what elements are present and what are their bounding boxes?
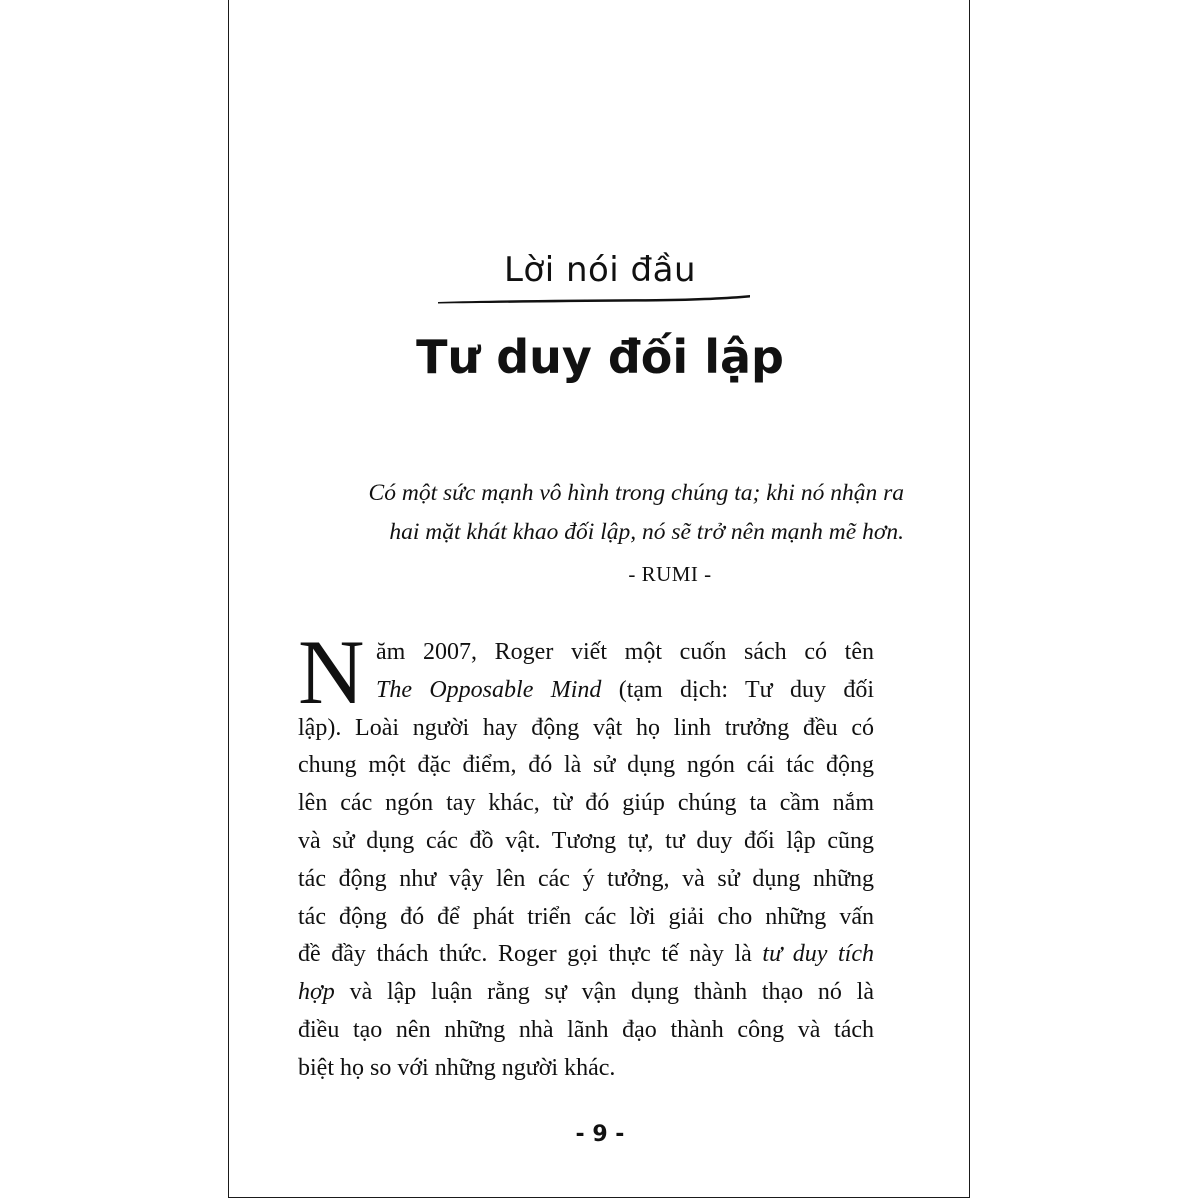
body-line — [298, 634, 874, 672]
body-text-span: và lập luận rằng sự vận dụng thành thạo nó là — [334, 979, 874, 1006]
body-line — [298, 936, 874, 974]
decorative-brush-rule — [436, 292, 752, 308]
body-line — [298, 1050, 874, 1088]
epigraph-line: Có một sức mạnh vô hình trong chúng ta; khi nó nhận ra — [368, 480, 904, 506]
body-line — [298, 710, 874, 748]
body-text-span: tác động như vậy lên các ý tưởng, và sử dụng những — [298, 865, 874, 892]
body-text-span: đề đầy thách thức. Roger gọi thực tế này là — [298, 941, 763, 968]
body-paragraph — [298, 634, 874, 1088]
epigraph-quote — [296, 474, 904, 552]
body-line — [298, 785, 874, 823]
body-text-span: ăm 2007, Roger viết một cuốn sách có tên — [376, 639, 874, 665]
chapter-title: Tư duy đối lập — [416, 330, 784, 384]
drop-cap: N — [298, 621, 365, 723]
term-italic: tư duy tích — [762, 941, 874, 968]
body-line — [298, 899, 874, 937]
body-text-span: chung một đặc điểm, đó là sử dụng ngón cái tác động — [298, 752, 874, 779]
body-text-span: (tạm dịch: Tư duy đối — [601, 676, 874, 703]
epigraph-author: - RUMI - — [628, 562, 712, 586]
body-line — [298, 974, 874, 1012]
body-text-span: và sử dụng các đồ vật. Tương tự, tư duy đối lập cũng — [298, 827, 874, 854]
body-text-span: lên các ngón tay khác, từ đó giúp chúng ta cầm nắm — [298, 790, 874, 817]
term-italic: hợp — [298, 979, 335, 1006]
book-title-italic: The Opposable Mind — [376, 676, 602, 703]
chapter-label: Lời nói đầu — [503, 250, 697, 290]
page-number: - 9 - — [575, 1122, 625, 1147]
epigraph-line: hai mặt khát khao đối lập, nó sẽ trở nên mạnh mẽ hơn. — [389, 519, 904, 545]
body-text-span: lập). Loài người hay động vật họ linh trưởng đều có — [298, 714, 874, 741]
body-line — [298, 672, 874, 710]
body-text-span: biệt họ so với những người khác. — [298, 1054, 616, 1081]
body-text-span: điều tạo nên những nhà lãnh đạo thành công và tách — [298, 1016, 874, 1043]
body-line — [298, 1012, 874, 1050]
body-text-span: tác động đó để phát triển các lời giải cho những vấn — [298, 903, 874, 930]
body-line — [298, 861, 874, 899]
body-line — [298, 747, 874, 785]
body-line — [298, 823, 874, 861]
